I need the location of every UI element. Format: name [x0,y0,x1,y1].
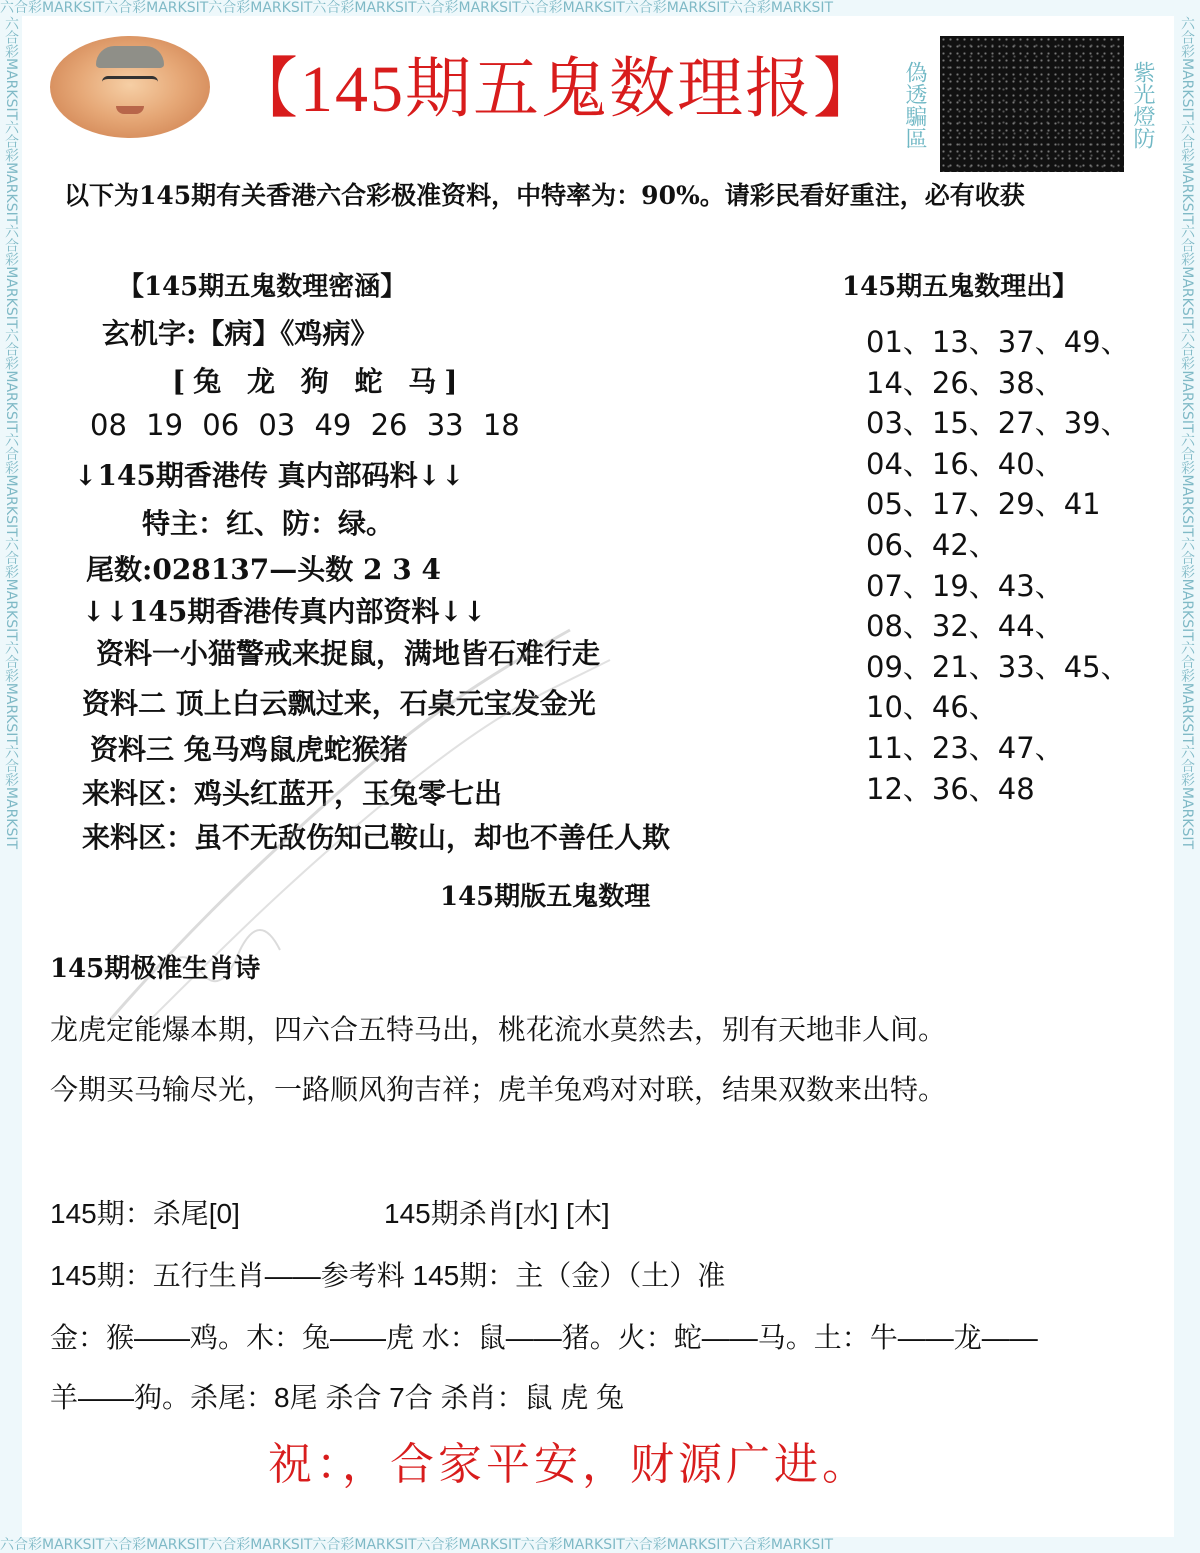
intro-text: 以下为145期有关香港六合彩极准资料，中特率为：90%。请彩民看好重注，必有收获 [64,181,1025,210]
tezhu-line: 特主：红、防：绿。 [142,507,395,540]
out-row: 01、13、37、49、 [866,325,1130,359]
page-title: 【145期五鬼数理报】 [232,53,881,126]
out-row: 12、36、48 [866,771,1035,806]
hk-fax-data-line: ↓↓145期香港传真内部资料↓↓ [82,595,487,628]
portrait-image [50,36,210,138]
zodiac-line: [兔 龙 狗 蛇 马] [172,365,466,398]
border-watermark-left: 六合彩MARKSIT六合彩MARKSIT六合彩MARKSIT六合彩MARKSIT六合彩MARKSIT六合彩MARKSIT六合彩MARKSIT六合彩MARKSIT [0,16,22,1537]
poem-line-2: 今期买马输尽光，一路顺风狗吉祥；虎羊兔鸡对对联，结果双数来出特。 [50,1074,947,1105]
out-row: 03、15、27、39、 [866,406,1130,441]
portrait-mouth [116,106,144,114]
wuxing-line: 145期：五行生肖——参考料 145期：主（金）（土）准 [50,1260,726,1291]
qr-code-image [940,36,1124,172]
secret-section-header: 【145期五鬼数理密涵】 [118,272,407,302]
out-number-list [866,322,1166,809]
out-row: 11、23、47、 [866,730,1064,765]
ziliao-2: 资料二 顶上白云飘过来，石桌元宝发金光 [82,687,596,720]
border-watermark-top: 六合彩MARKSIT六合彩MARKSIT六合彩MARKSIT六合彩MARKSIT六合彩MARKSIT六合彩MARKSIT六合彩MARKSIT六合彩MARKSIT [0,0,1200,16]
sha-xiao-line: 145期杀肖[水] [木] [384,1198,610,1229]
anti-fake-vertical-label: 偽透騙區 [902,61,927,149]
poem-line-1: 龙虎定能爆本期，四六合五特马出，桃花流水莫然去，别有天地非人间。 [50,1014,947,1045]
blessing-text: 祝：，合家平安，财源广进。 [268,1439,870,1490]
out-row: 04、16、40、 [866,446,1064,481]
edition-label: 145期版五鬼数理 [440,882,651,912]
poem-header: 145期极准生肖诗 [50,954,261,984]
out-row: 14、26、38、 [866,365,1064,400]
element-zodiac-line: 金：猴——鸡。木：兔——虎 水：鼠——猪。火：蛇——马。土：牛——龙—— [50,1322,1038,1353]
portrait-glasses [102,76,158,93]
weishu-line: 尾数:028137—头数 2 3 4 [86,553,441,586]
laoliao-1: 来料区：鸡头红蓝开，玉兔零七出 [82,777,503,810]
out-row: 08、32、44、 [866,609,1064,644]
out-row: 09、21、33、45、 [866,649,1130,684]
ziliao-1: 资料一小猫警戒来捉鼠，满地皆石难行走 [96,637,601,670]
ziliao-3: 资料三 兔马鸡鼠虎蛇猴猪 [90,733,408,766]
hk-fax-code-line: ↓145期香港传 真内部码料↓↓ [74,459,465,492]
xuanji-line: 玄机字:【病】《鸡病》 [102,317,379,350]
portrait-hair [96,46,164,68]
numbers-line: 08 19 06 03 49 26 33 18 [90,408,520,442]
border-watermark-right: 六合彩MARKSIT六合彩MARKSIT六合彩MARKSIT六合彩MARKSIT六合彩MARKSIT六合彩MARKSIT六合彩MARKSIT六合彩MARKSIT [1174,16,1200,1537]
out-row: 05、17、29、41 [866,487,1101,522]
out-row: 07、19、43、 [866,568,1064,603]
border-watermark-bottom: 六合彩MARKSIT六合彩MARKSIT六合彩MARKSIT六合彩MARKSIT六合彩MARKSIT六合彩MARKSIT六合彩MARKSIT六合彩MARKSIT [0,1537,1200,1553]
kill-summary-line: 羊——狗。杀尾：8尾 杀合 7合 杀肖：鼠 虎 兔 [50,1382,625,1413]
uv-light-vertical-label: 紫光燈防 [1130,61,1155,149]
laoliao-2: 来料区：虽不无敌伤知己鞍山，却也不善任人欺 [82,821,671,854]
out-section-header: 145期五鬼数理出】 [842,272,1079,302]
out-row: 10、46、 [866,690,998,725]
sha-wei-line: 145期：杀尾[0] [50,1198,240,1229]
out-row: 06、42、 [866,527,998,562]
